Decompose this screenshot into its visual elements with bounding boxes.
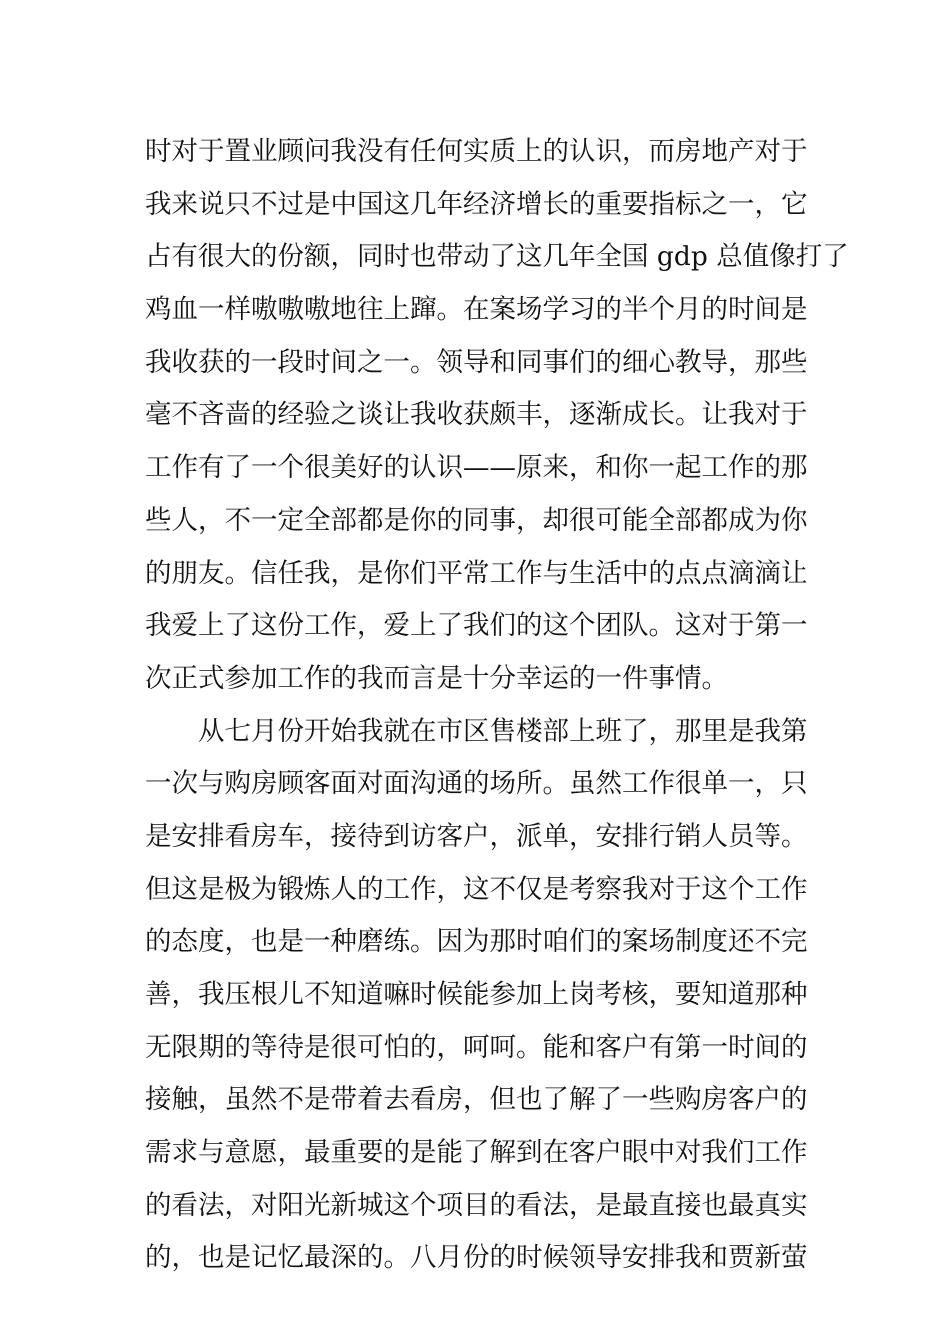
text-line: 需求与意愿，最重要的是能了解到在客户眼中对我们工作 [145,1137,808,1169]
text-line: 的朋友。信任我，是你们平常工作与生活中的点点滴滴让 [145,557,808,589]
text-line: 鸡血一样嗷嗷嗷地往上蹿。在案场学习的半个月的时间是 [145,294,808,326]
text-line: 占有很大的份额，同时也带动了这几年全国 gdp 总值像打了 [145,241,849,273]
text-line: 但这是极为锻炼人的工作，这不仅是考察我对于这个工作 [145,873,808,905]
text-line: 工作有了一个很美好的认识——原来，和你一起工作的那 [145,452,808,484]
text-line: 我爱上了这份工作，爱上了我们的这个团队。这对于第一 [145,610,808,642]
text-line: 善，我压根儿不知道嘛时候能参加上岗考核，要知道那种 [145,979,808,1010]
text-line: 是安排看房车，接待到访客户，派单，安排行销人员等。 [145,820,808,852]
text-line: 我来说只不过是中国这几年经济增长的重要指标之一，它 [145,188,808,220]
text-line: 次正式参加工作的我而言是十分幸运的一件事情。 [145,662,728,694]
text-line: 毫不吝啬的经验之谈让我收获颇丰，逐渐成长。让我对于 [145,399,808,431]
paragraph-start-line: 从七月份开始我就在市区售楼部上班了，那里是我第 [145,715,808,747]
text-line: 的看法，对阳光新城这个项目的看法，是最直接也最真实 [145,1189,808,1221]
text-line: 一次与购房顾客面对面沟通的场所。虽然工作很单一，只 [145,768,808,800]
text-line: 我收获的一段时间之一。领导和同事们的细心教导，那些 [145,346,808,378]
text-line: 些人，不一定全部都是你的同事，却很可能全部都成为你 [145,504,808,536]
text-line: 接触，虽然不是带着去看房，但也了解了一些购房客户的 [145,1084,808,1116]
text-line: 无限期的等待是很可怕的，呵呵。能和客户有第一时间的 [145,1031,808,1063]
text-line: 的，也是记忆最深的。八月份的时候领导安排我和贾新萤 [145,1242,808,1274]
text-line: 时对于置业顾问我没有任何实质上的认识，而房地产对于 [145,136,808,167]
body-text [145,126,849,1285]
text-line: 的态度，也是一种磨练。因为那时咱们的案场制度还不完 [145,926,808,958]
